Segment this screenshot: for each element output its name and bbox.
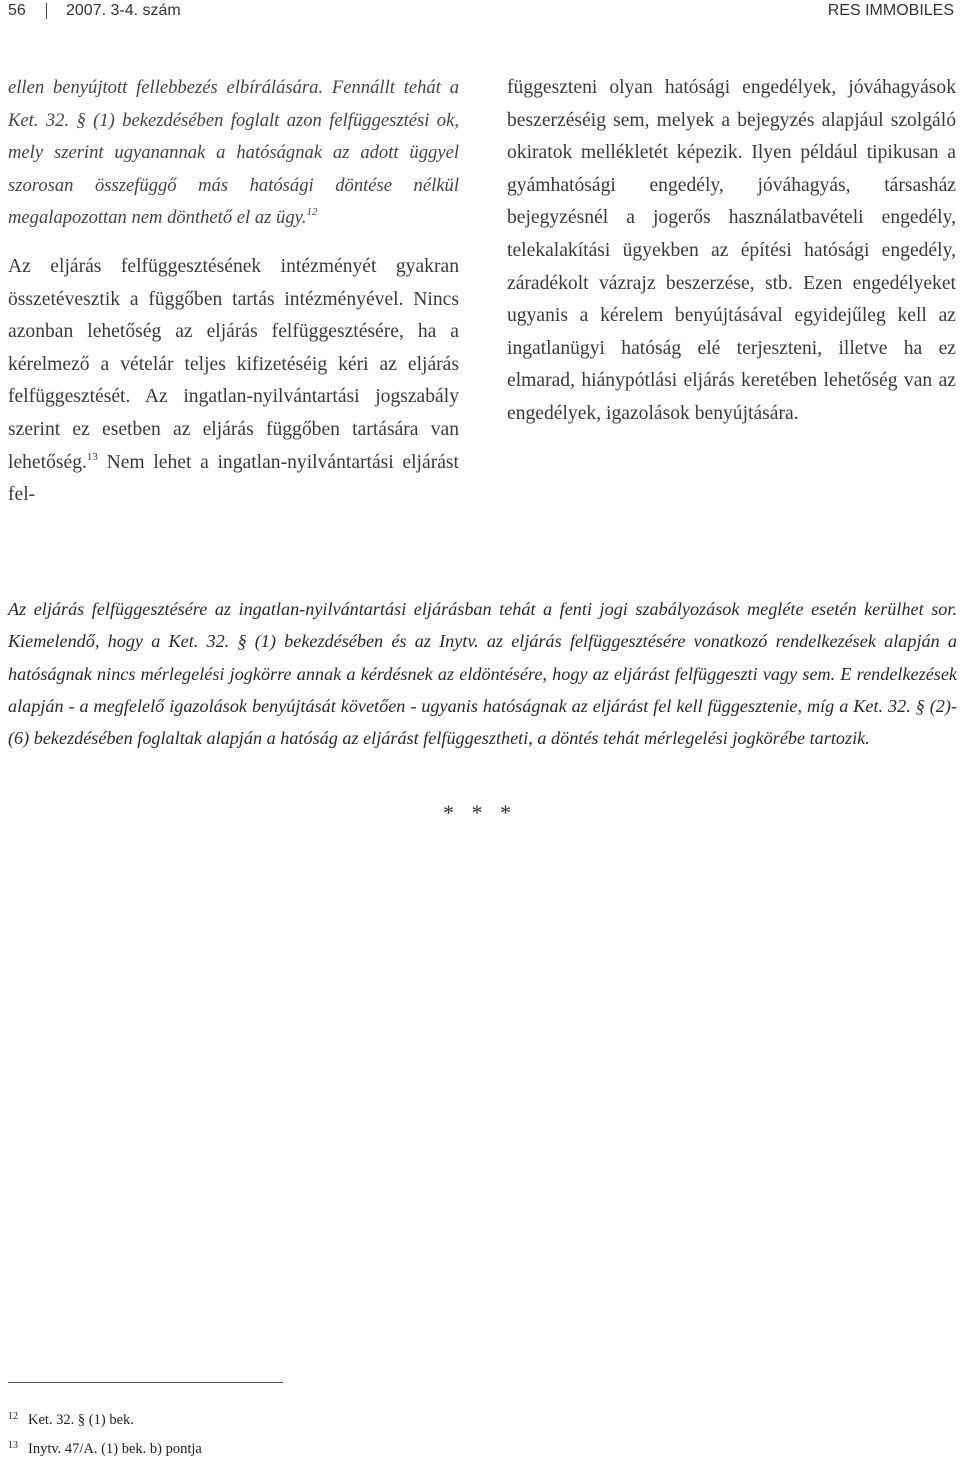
issue-label: 2007. 3-4. szám <box>66 2 181 19</box>
left-column <box>8 72 459 512</box>
page-header <box>0 0 960 28</box>
footnote-rule <box>8 1382 283 1383</box>
footnote-13 <box>8 1433 202 1462</box>
footnote-ref-12[interactable]: 12 <box>306 206 318 219</box>
conclusion-paragraph: Az eljárás felfüggesztésére az ingatlan-nyilvántartási eljárásban tehát a fenti jogi szabályozások megléte esetén kerülhet sor. Kiemelendő, hogy a Ket. 32. § (1) bekezdésében és az Inytv. az eljárás felfüggesztésére vonatkozó rendelkezések alapján a hatóságnak nincs mérlegelési jogkörre annak a kérdésnek az eldöntésére, hogy az eljárást felfüggeszti vagy sem. E rendelkezések alapján - a megfelelő igazolások benyújtását követően - ugyanis hatóságnak az eljárást fel kell függesztenie, míg a Ket. 32. § (2)-(6) bekezdésében foglaltak alapján a hatóság az eljárást felfüggesztheti, a döntés tehát mérlegelési jogkörébe tartozik. <box>8 599 957 749</box>
body-paragraph <box>8 251 459 512</box>
footnotes <box>8 1404 202 1462</box>
header-divider <box>46 3 47 19</box>
body-paragraph-continued: Nem lehet a ingatlan-nyilvántartási eljárást fel- <box>8 451 459 506</box>
page-number: 56 <box>8 2 26 19</box>
italic-paragraph-text: ellen benyújtott fellebbezés elbírálására. Fennállt tehát a Ket. 32. § (1) bekezdésében foglalt azon felfüggesztési ok, mely szerint ugyanannak a hatóságnak az adott üggyel szorosan összefüggő más hatósági döntése nélkül megalapozottan nem dönthető el az ügy. <box>8 77 459 229</box>
footnote-number: 12 <box>8 1411 18 1422</box>
footnote-12 <box>8 1404 202 1433</box>
footnote-ref-13[interactable]: 13 <box>86 450 98 463</box>
right-paragraph: függeszteni olyan hatósági engedélyek, jóváhagyások beszerzéséig sem, melyek a bejegyzés alapjául szolgáló okiratok mellékletét képezik. Ilyen például tipikusan a gyámhatósági engedély, jóváhagyás, társasház bejegyzésnél a jogerős használatbavételi engedély, telekalakítási ügyekben az építési hatósági engedély, záradékolt vázrajz beszerzése, stb. Ezen engedélyeket ugyanis a kérelem benyújtásával egyidejűleg kell az ingatlanügyi hatóság elé terjeszteni, illetve ha ez elmarad, hiánypótlási eljárás keretében lehetőség van az engedélyek, igazolások benyújtására. <box>507 77 956 424</box>
right-column <box>507 72 956 431</box>
footnote-text: Ket. 32. § (1) bek. <box>28 1412 134 1428</box>
footnote-text: Inytv. 47/A. (1) bek. b) pontja <box>28 1441 202 1457</box>
body-paragraph-text: Az eljárás felfüggesztésének intézményét gyakran összetévesztik a függőben tartás intézményével. Nincs azonban lehetőség az eljárás felfüggesztésére, ha a kérelmező a vételár teljes kifizetéséig kéri az eljárás felfüggesztését. Az ingatlan-nyilvántartási jogszabály szerint ez esetben az eljárás függőben tartására van lehetőség. <box>8 255 459 473</box>
italic-paragraph <box>8 72 459 235</box>
footnote-number: 13 <box>8 1440 18 1451</box>
journal-title: RES IMMOBILES <box>827 2 954 19</box>
section-separator: * * * <box>443 800 517 825</box>
